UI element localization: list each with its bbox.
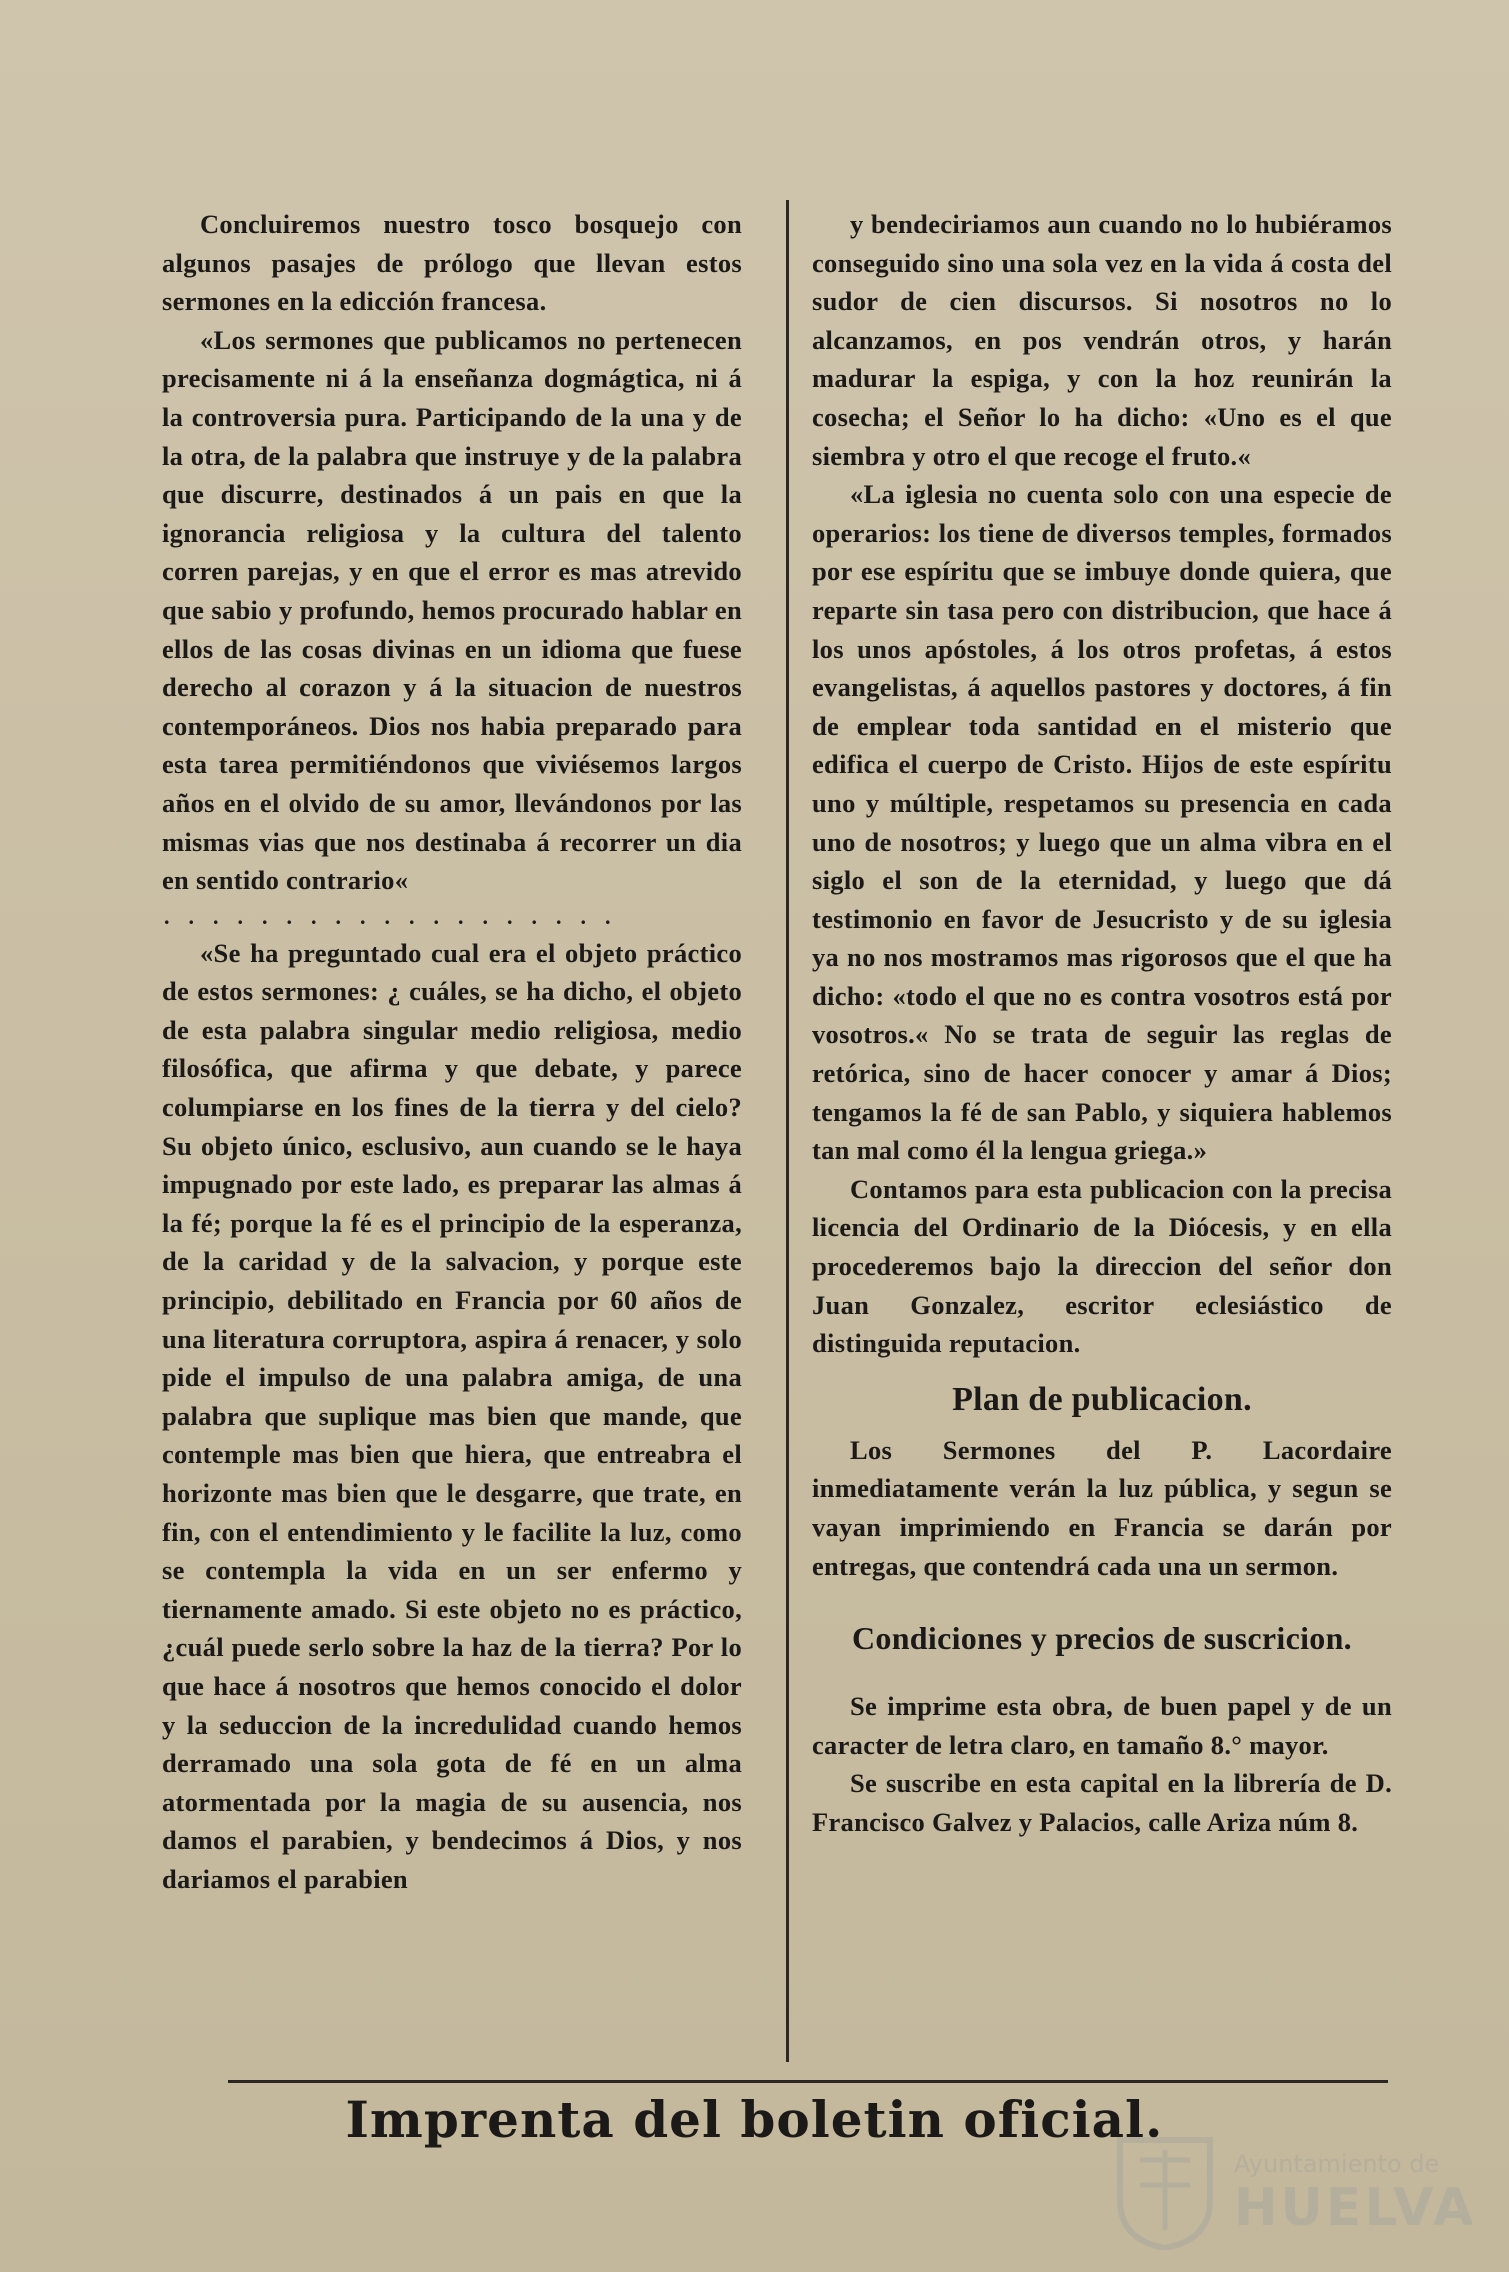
- prologue-quote-2: «Se ha preguntado cual era el objeto práctico de estos sermones: ¿ cuáles, se ha dicho, el objeto de esta palabra singular medio religiosa, medio filosófica, que afirma y que debate, y parece columpiarse en los fines de la tierra y del cielo? Su objeto único, esclusivo, aun cuando se le haya impugnado por este lado, es preparar las almas á la fé; porque la fé es el principio de la esperanza, de la caridad y de la salvacion, y porque este principio, debilitado en Francia por 60 años de una literatura corruptora, aspira á renacer, y solo pide el impulso de una palabra amiga, de una palabra que suplique mas bien que mande, que contemple mas bien que hiera, que entreabra el horizonte mas bien que le desgarre, que trate, en fin, con el entendimiento y le facilite la luz, como se contempla la vida en un ser enfermo y tiernamente amado. Si este objeto no es práctico, ¿cuál puede serlo sobre la haz de la tierra? Por lo que hace á nosotros que hemos conocido el dolor y la seduccion de la incredulidad cuando hemos derramado una sola gota de fé en un alma atormentada por la magia de su ausencia, nos damos el parabien, y bendecimos á Dios, y nos dariamos el parabien: [162, 937, 742, 1894]
- conditions-heading: Condiciones y precios de suscricion.: [851, 1620, 1352, 1657]
- conditions-paragraph-2: Se suscribe en esta capital en la librería de D. Francisco Galvez y Palacios, calle Ariza núm 8.: [812, 1768, 1392, 1837]
- prologue-continuation: y bendeciriamos aun cuando no lo hubiéramos conseguido sino una sola vez en la vida á costa del sudor de cien discursos. Si nosotros no lo alcanzamos, en pos vendrán otros, y harán madurar la espiga, y con la hoz reunirán la cosecha; el Señor lo ha dicho: «Uno es el que siembra y otro el que recoge el fruto.«: [812, 209, 1392, 471]
- archive-watermark: [1110, 2130, 1477, 2250]
- prologue-quote-3: «La iglesia no cuenta solo con una especie de operarios: los tiene de diversos temples, formados por ese espíritu que se imbuye donde quiera, que reparte sin tasa pero con distribucion, que hace á los unos apóstoles, á los otros profetas, á estos evangelistas, á aquellos pastores y doctores, á fin de emplear toda santidad en el misterio que edifica el cuerpo de Cristo. Hijos de este espíritu uno y múltiple, respetamos su presencia en cada uno de nosotros; y luego que un alma vibra en el siglo el son de la eternidad, y luego que dá testimonio en favor de Jesucristo y de su iglesia ya no nos mostramos mas rigorosos que el que ha dicho: «todo el que no es contra vosotros está por vosotros.« No se trata de seguir las reglas de retórica, sino de hacer conocer y amar á Dios; tengamos la fé de san Pablo, y siquiera hablemos tan mal como él la lengua griega.»: [812, 479, 1392, 1166]
- imprint-line: Imprenta del boletin oficial.: [345, 2090, 1164, 2149]
- right-column: [812, 205, 1392, 1842]
- conditions-paragraph-1: Se imprime esta obra, de buen papel y de un caracter de letra claro, en tamaño 8.° mayor.: [812, 1691, 1392, 1760]
- ellipsis-separator: ...................: [164, 903, 630, 929]
- crest-icon: [1110, 2130, 1220, 2250]
- prologue-quote-1: «Los sermones que publicamos no pertenecen precisamente ni á la enseñanza dogmágtica, ni á la controversia pura. Participando de la una y de la otra, de la palabra que instruye y de la palabra que discurre, destinados á un pais en que la ignorancia religiosa y la cultura del talento corren parejas, y en que el error es mas atrevido que sabio y profundo, hemos procurado hablar en ellos de las cosas divinas en un idioma que fuese derecho al corazon y á la situacion de nuestros contemporáneos. Dios nos habia preparado para esta tarea permitiéndonos que viviésemos largos años en el olvido de su amor, llevándonos por las mismas vias que nos destinaba á recorrer un dia en sentido contrario«: [162, 324, 742, 896]
- footer-rule: [228, 2080, 1388, 2083]
- watermark-line-1: Ayuntamiento de: [1234, 2150, 1440, 2178]
- plan-paragraph: Los Sermones del P. Lacordaire inmediatamente verán la luz pública, y segun se vayan imprimiendo en Francia se darán por entregas, que contendrá cada una un sermon.: [812, 1434, 1392, 1581]
- left-column: [162, 205, 742, 1899]
- column-divider: [786, 200, 789, 2062]
- watermark-line-2: HUELVA: [1234, 2178, 1477, 2238]
- plan-heading: Plan de publicacion.: [952, 1380, 1252, 1418]
- license-paragraph: Contamos para esta publicacion con la precisa licencia del Ordinario de la Diócesis, y en ella procederemos bajo la direccion del señor don Juan Gonzalez, escritor eclesiástico de distinguida reputacion.: [812, 1173, 1392, 1359]
- intro-paragraph: Concluiremos nuestro tosco bosquejo con algunos pasajes de prólogo que llevan estos sermones en la edicción francesa.: [162, 209, 742, 317]
